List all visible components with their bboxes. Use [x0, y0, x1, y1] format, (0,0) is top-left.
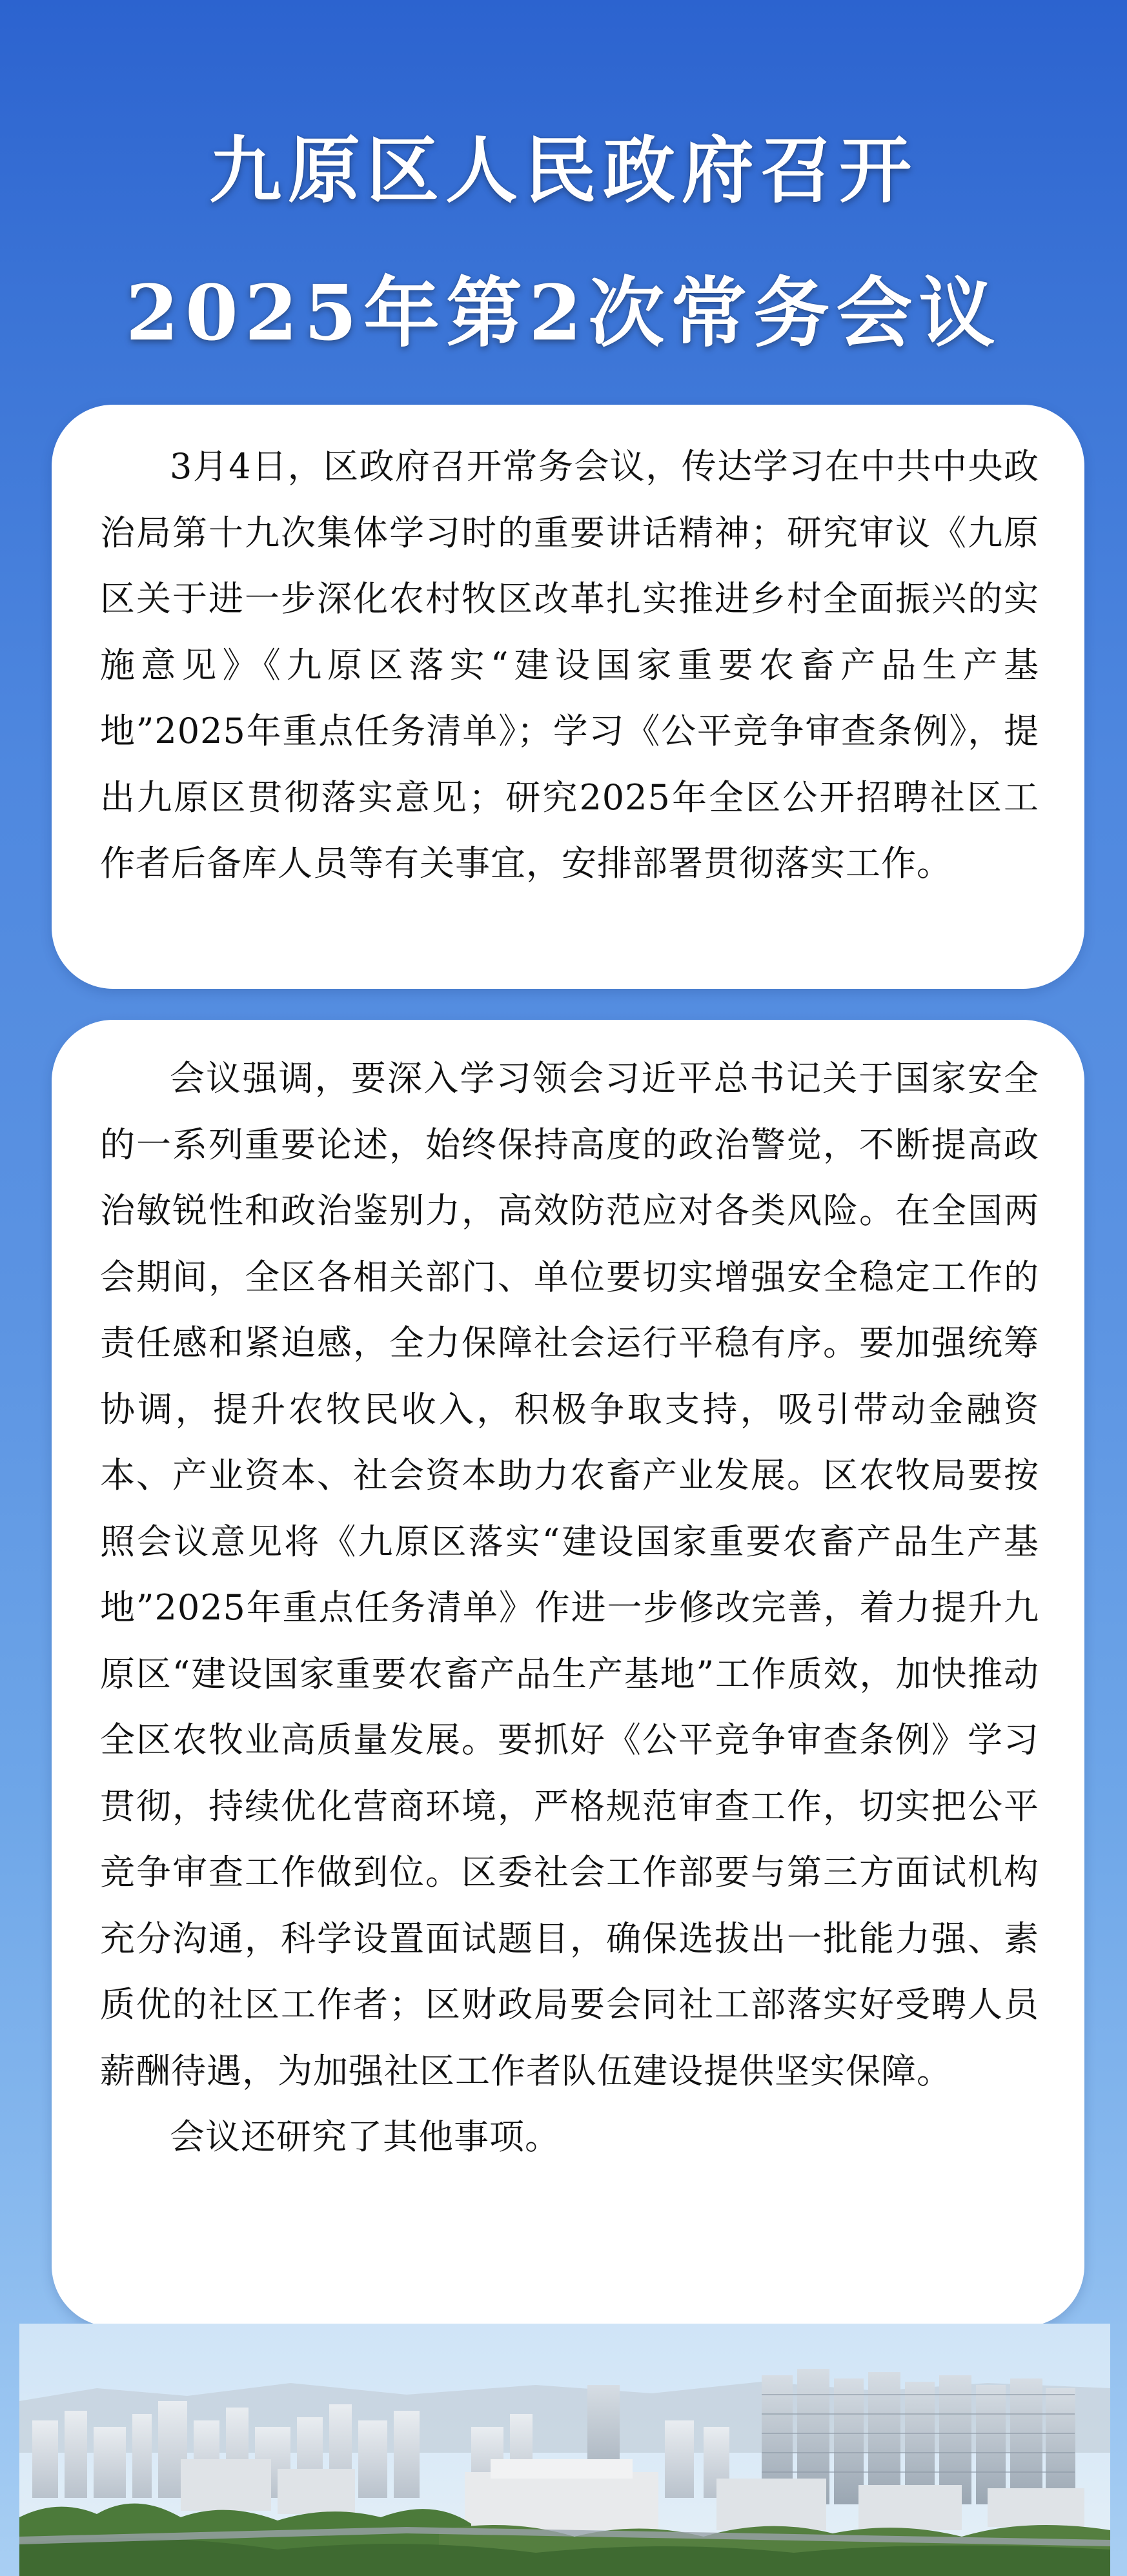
body-card — [52, 1020, 1084, 2327]
intro-card — [52, 405, 1084, 989]
body-paragraph-1: 会议强调，要深入学习领会习近平总书记关于国家安全的一系列重要论述，始终保持高度的政治警觉，不断提高政治敏锐性和政治鉴别力，高效防范应对各类风险。在全国两会期间，全区各相关部门、单位要切实增强安全稳定工作的责任感和紧迫感，全力保障社会运行平稳有序。要加强统筹协调，提升农牧民收入，积极争取支持，吸引带动金融资本、产业资本、社会资本助力农畜产业发展。区农牧局要按照会议意见将《九原区落实“建设国家重要农畜产品生产基地”2025年重点任务清单》作进一步修改完善，着力提升九原区“建设国家重要农畜产品生产基地”工作质效，加快推动全区农牧业高质量发展。要抓好《公平竞争审查条例》学习贯彻，持续优化营商环境，严格规范审查工作，切实把公平竞争审查工作做到位。区委社会工作部要与第三方面试机构充分沟通，科学设置面试题目，确保选拔出一批能力强、素质优的社区工作者；区财政局要会同社工部落实好受聘人员薪酬待遇，为加强社区工作者队伍建设提供坚实保障。 — [100, 1058, 1039, 2091]
city-skyline-illustration — [19, 2324, 1110, 2576]
page-title-line1: 九原区人民政府召开 — [209, 128, 918, 213]
body-paragraph-2: 会议还研究了其他事项。 — [170, 2116, 560, 2157]
page-title-line2: 2025年第2次常务会议 — [125, 268, 1002, 358]
intro-paragraph: 3月4日，区政府召开常务会议，传达学习在中共中央政治局第十九次集体学习时的重要讲话精神；研究审议《九原区关于进一步深化农村牧区改革扎实推进乡村全面振兴的实施意见》《九原区落实“建设国家重要农畜产品生产基地”2025年重点任务清单》；学习《公平竞争审查条例》，提出九原区贯彻落实意见；研究2025年全区公开招聘社区工作者后备库人员等有关事宜，安排部署贯彻落实工作。 — [100, 446, 1039, 884]
city-skyline-photo — [19, 2324, 1110, 2576]
